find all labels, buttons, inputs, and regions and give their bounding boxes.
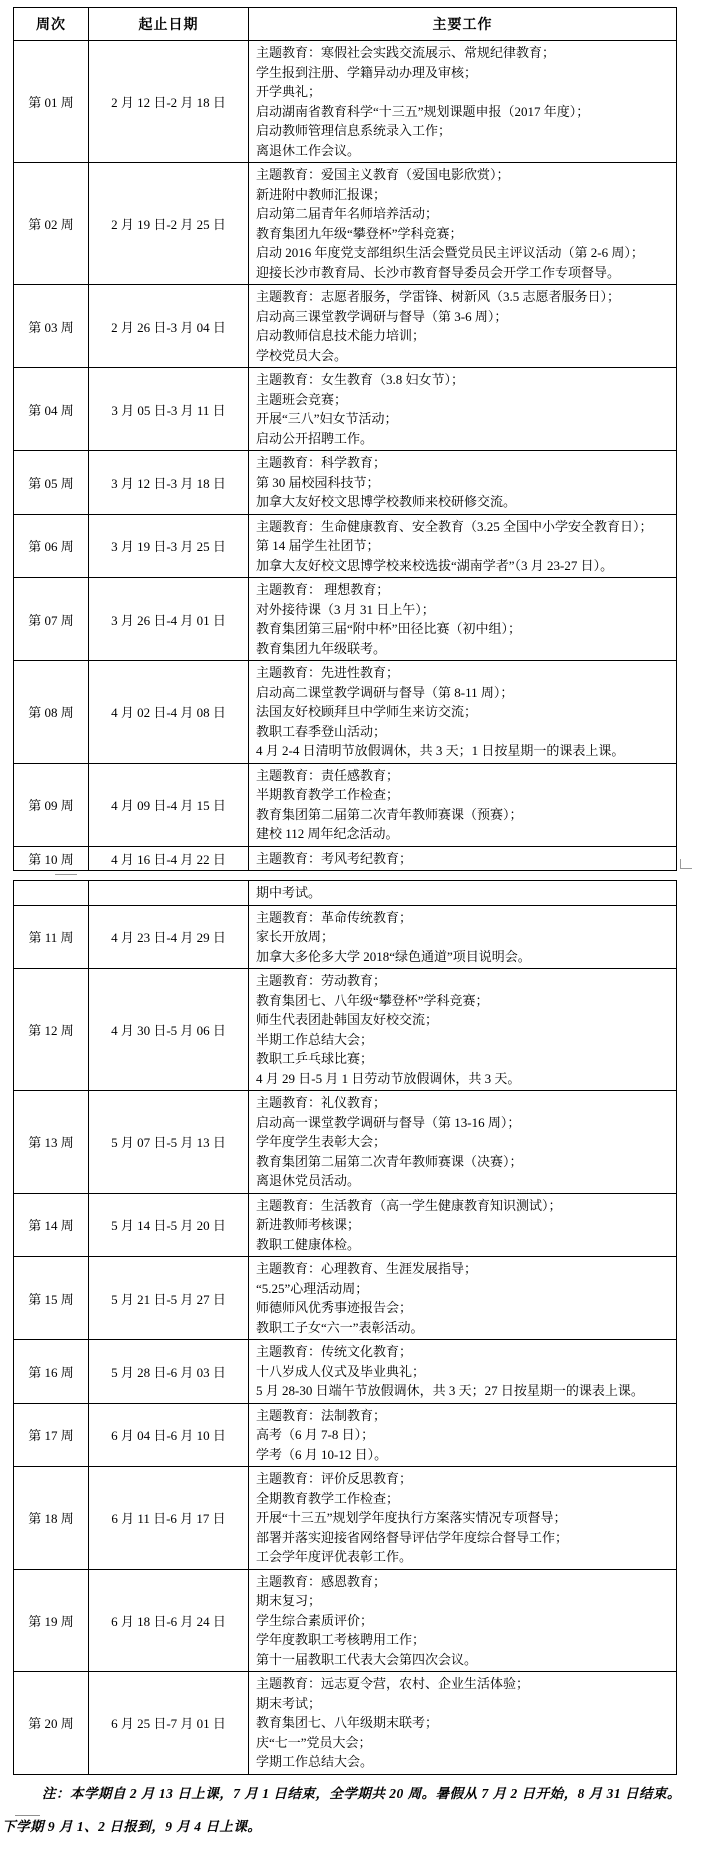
table-row xyxy=(14,514,677,578)
week-cell: 第 01 周 xyxy=(14,41,89,163)
task-line: 启动教师信息技术能力培训； xyxy=(256,328,426,343)
week-cell: 第 10 周 xyxy=(14,846,89,871)
task-line: 主题教育：先进性教育； xyxy=(256,665,400,680)
table-row xyxy=(14,41,677,163)
work-cell xyxy=(249,451,677,515)
task-line: 建校 112 周年纪念活动。 xyxy=(256,826,399,841)
week-cell: 第 09 周 xyxy=(14,763,89,846)
task-line: 教职工子女“六一”表彰活动。 xyxy=(256,1319,424,1335)
task-line: 启动高一课堂教学调研与督导（第 13-16 周）； xyxy=(256,1114,521,1130)
table-row xyxy=(14,661,677,764)
date-cell: 6 月 25 日-7 月 01 日 xyxy=(89,1672,249,1775)
schedule-table-part1 xyxy=(13,7,677,871)
week-cell: 第 07 周 xyxy=(14,578,89,661)
task-line: 主题教育：考风考纪教育； xyxy=(256,850,413,866)
date-cell: 2 月 19 日-2 月 25 日 xyxy=(89,163,249,285)
table-row xyxy=(14,846,677,871)
date-cell: 2 月 26 日-3 月 04 日 xyxy=(89,285,249,368)
date-cell: 5 月 21 日-5 月 27 日 xyxy=(89,1257,249,1340)
week-cell: 第 11 周 xyxy=(14,905,89,969)
work-cell xyxy=(249,1091,677,1194)
date-cell: 3 月 19 日-3 月 25 日 xyxy=(89,514,249,578)
date-cell: 6 月 04 日-6 月 10 日 xyxy=(89,1403,249,1467)
table-row xyxy=(14,1403,677,1467)
task-line: 教育集团九年级“攀登杯”学科竞赛； xyxy=(256,225,463,241)
task-line: 学考（6 月 10-12 日）。 xyxy=(256,1446,388,1462)
task-line: 学生综合素质评价； xyxy=(256,1612,374,1628)
task-line: 学期工作总结大会。 xyxy=(256,1754,374,1769)
work-cell xyxy=(249,1467,677,1570)
task-line: 开展“三八”妇女节活动； xyxy=(256,411,398,426)
week-cell: 第 02 周 xyxy=(14,163,89,285)
page-break-artifact-left xyxy=(55,874,77,875)
task-line: 主题教育：心理教育、生涯发展指导； xyxy=(256,1261,478,1276)
task-line: 主题教育：法制教育； xyxy=(256,1407,387,1423)
week-cell: 第 08 周 xyxy=(14,661,89,764)
week-cell: 第 14 周 xyxy=(14,1193,89,1257)
date-cell xyxy=(89,881,249,906)
task-line: 学校党员大会。 xyxy=(256,347,348,363)
task-line: 主题教育：科学教育； xyxy=(256,455,387,470)
table-row xyxy=(14,1467,677,1570)
task-line: 主题教育：感恩教育； xyxy=(256,1573,387,1589)
task-line: 全期教育教学工作检查； xyxy=(256,1490,400,1506)
task-line: 启动 2016 年度党支部组织生活会暨党员民主评议活动（第 2-6 周）； xyxy=(256,245,644,260)
task-line: “5.25”心理活动周； xyxy=(256,1280,369,1296)
week-cell: 第 04 周 xyxy=(14,368,89,451)
work-cell xyxy=(249,1193,677,1257)
table-row xyxy=(14,905,677,969)
task-line: 主题教育：爱国主义教育（爱国电影欣赏）； xyxy=(256,167,510,182)
table-row xyxy=(14,881,677,906)
task-line: 期末复习； xyxy=(256,1593,322,1608)
task-line: 启动湖南省教育科学“十三五”规划课题申报（2017 年度）； xyxy=(256,103,590,119)
task-line: 启动高三课堂教学调研与督导（第 3-6 周）； xyxy=(256,308,508,324)
task-line: 加拿大多伦多大学 2018“绿色通道”项目说明会。 xyxy=(256,948,531,964)
task-line: 高考（6 月 7-8 日）； xyxy=(256,1427,375,1442)
header-week: 周次 xyxy=(14,8,89,41)
task-line: 主题教育：女生教育（3.8 妇女节）； xyxy=(256,372,465,387)
task-line: 工会学年度评优表彰工作。 xyxy=(256,1549,413,1564)
date-cell: 3 月 12 日-3 月 18 日 xyxy=(89,451,249,515)
task-line: 教职工春季登山活动； xyxy=(256,723,387,739)
table-row xyxy=(14,451,677,515)
work-cell xyxy=(249,1569,677,1672)
date-cell: 3 月 05 日-3 月 11 日 xyxy=(89,368,249,451)
table-row xyxy=(14,1193,677,1257)
task-line: 学年度教职工考核聘用工作； xyxy=(256,1632,426,1647)
task-line: 教育集团七、八年级期末联考； xyxy=(256,1715,439,1730)
table-row xyxy=(14,1257,677,1340)
task-line: 教育集团第二届第二次青年教师赛课（决赛）； xyxy=(256,1153,523,1169)
task-line: 4 月 2-4 日清明节放假调休，共 3 天；1 日按星期一的课表上课。 xyxy=(256,743,625,758)
task-line: 启动第二届青年名师培养活动； xyxy=(256,206,439,221)
task-line: 对外接待课（3 月 31 日上午）； xyxy=(256,601,435,617)
task-line: 开展“十三五”规划学年度执行方案落实情况专项督导； xyxy=(256,1510,567,1525)
work-cell xyxy=(249,763,677,846)
week-cell: 第 19 周 xyxy=(14,1569,89,1672)
task-line: 5 月 28-30 日端午节放假调休，共 3 天；27 日按星期一的课表上课。 xyxy=(256,1383,644,1398)
date-cell: 5 月 07 日-5 月 13 日 xyxy=(89,1091,249,1194)
table-row xyxy=(14,368,677,451)
schedule-table-part2 xyxy=(13,880,677,1775)
task-line: 第 14 届学生社团节； xyxy=(256,538,380,553)
task-line: 教育集团第二届第二次青年教师赛课（预赛）； xyxy=(256,806,523,822)
table-row xyxy=(14,285,677,368)
task-line: 主题教育：寒假社会实践交流展示、常规纪律教育； xyxy=(256,45,556,60)
date-cell: 4 月 09 日-4 月 15 日 xyxy=(89,763,249,846)
date-cell: 4 月 02 日-4 月 08 日 xyxy=(89,661,249,764)
footer-notes xyxy=(0,1784,701,1837)
task-line: 主题教育：生活教育（高一学生健康教育知识测试）； xyxy=(256,1197,562,1213)
date-cell: 6 月 11 日-6 月 17 日 xyxy=(89,1467,249,1570)
date-cell: 4 月 23 日-4 月 29 日 xyxy=(89,905,249,969)
task-line: 第十一届教职工代表大会第四次会议。 xyxy=(256,1651,478,1667)
task-line: 学生报到注册、学籍异动办理及审核； xyxy=(256,64,478,80)
work-cell xyxy=(249,163,677,285)
note-line-2: 下学期 9 月 1、2 日报到，9 月 4 日上课。 xyxy=(2,1818,262,1834)
task-line: 开学典礼； xyxy=(256,84,322,99)
week-cell: 第 12 周 xyxy=(14,969,89,1091)
task-line: 教职工健康体检。 xyxy=(256,1236,361,1252)
task-line: 第 30 届校园科技节； xyxy=(256,474,380,490)
task-line: 教育集团第三届“附中杯”田径比赛（初中组）； xyxy=(256,621,522,636)
task-line: 主题教育：生命健康教育、安全教育（3.25 全国中小学安全教育日）； xyxy=(256,518,653,534)
task-line: 学年度学生表彰大会； xyxy=(256,1134,387,1149)
task-line: 启动高二课堂教学调研与督导（第 8-11 周）； xyxy=(256,684,514,700)
work-cell xyxy=(249,881,677,906)
week-cell: 第 05 周 xyxy=(14,451,89,515)
task-line: 半期教育教学工作检查； xyxy=(256,787,400,802)
task-line: 加拿大友好校文思博学校来校选拔“湖南学者”（3 月 23-27 日）。 xyxy=(256,557,614,573)
table-row xyxy=(14,1340,677,1404)
table-row xyxy=(14,763,677,846)
week-cell: 第 13 周 xyxy=(14,1091,89,1194)
task-line: 教育集团七、八年级“攀登杯”学科竞赛； xyxy=(256,992,489,1008)
work-cell xyxy=(249,368,677,451)
week-cell: 第 06 周 xyxy=(14,514,89,578)
work-cell xyxy=(249,1257,677,1340)
task-line: 主题教育：传统文化教育； xyxy=(256,1344,413,1359)
header-work: 主要工作 xyxy=(249,8,677,41)
work-cell xyxy=(249,661,677,764)
page-break-artifact-right xyxy=(680,859,692,869)
task-line: 启动教师管理信息系统录入工作； xyxy=(256,123,452,138)
task-line: 主题教育：志愿者服务，学雷锋、树新风（3.5 志愿者服务日）； xyxy=(256,289,621,304)
task-line: 加拿大友好校文思博学校教师来校研修交流。 xyxy=(256,494,517,509)
work-cell xyxy=(249,285,677,368)
task-line: 迎接长沙市教育局、长沙市教育督导委员会开学工作专项督导。 xyxy=(256,264,621,280)
date-cell: 5 月 28 日-6 月 03 日 xyxy=(89,1340,249,1404)
table-row xyxy=(14,1569,677,1672)
task-line: 新进教师考核课； xyxy=(256,1217,361,1232)
week-cell: 第 03 周 xyxy=(14,285,89,368)
task-line: 主题教育：革命传统教育； xyxy=(256,909,413,925)
task-line: 半期工作总结大会； xyxy=(256,1031,374,1047)
work-cell xyxy=(249,1340,677,1404)
task-line: 4 月 29 日-5 月 1 日劳动节放假调休，共 3 天。 xyxy=(256,1070,521,1086)
task-line: 教职工乒乓球比赛； xyxy=(256,1051,374,1066)
task-line: 教育集团九年级联考。 xyxy=(256,640,387,656)
note-artifact-overline xyxy=(15,1815,40,1816)
task-line: 庆“七一”党员大会； xyxy=(256,1734,372,1750)
week-cell xyxy=(14,881,89,906)
week-cell: 第 18 周 xyxy=(14,1467,89,1570)
date-cell: 4 月 16 日-4 月 22 日 xyxy=(89,846,249,871)
work-cell xyxy=(249,1672,677,1775)
task-line: 启动公开招聘工作。 xyxy=(256,430,374,446)
work-cell xyxy=(249,41,677,163)
date-cell: 3 月 26 日-4 月 01 日 xyxy=(89,578,249,661)
date-cell: 5 月 14 日-5 月 20 日 xyxy=(89,1193,249,1257)
task-line: 主题教育：评价反思教育； xyxy=(256,1471,413,1486)
week-cell: 第 17 周 xyxy=(14,1403,89,1467)
work-cell xyxy=(249,846,677,871)
task-line: 新进附中教师汇报课； xyxy=(256,186,387,202)
task-line: 主题教育：责任感教育； xyxy=(256,767,400,783)
task-line: 主题教育：礼仪教育； xyxy=(256,1095,387,1110)
task-line: 期末考试； xyxy=(256,1695,322,1711)
task-line: 主题教育：劳动教育； xyxy=(256,973,387,988)
page-break-gap xyxy=(13,871,676,880)
task-line: 主题班会竞赛； xyxy=(256,391,348,407)
table-row xyxy=(14,578,677,661)
date-cell: 6 月 18 日-6 月 24 日 xyxy=(89,1569,249,1672)
work-cell xyxy=(249,969,677,1091)
work-cell xyxy=(249,514,677,578)
task-line: 期中考试。 xyxy=(256,885,322,900)
header-dates: 起止日期 xyxy=(89,8,249,41)
date-cell: 4 月 30 日-5 月 06 日 xyxy=(89,969,249,1091)
task-line: 主题教育： 理想教育； xyxy=(256,582,390,597)
task-line: 师德师风优秀事迹报告会； xyxy=(256,1300,413,1315)
table-row xyxy=(14,163,677,285)
table-row xyxy=(14,1091,677,1194)
work-cell xyxy=(249,905,677,969)
task-line: 主题教育：远志夏令营，农村、企业生活体验； xyxy=(256,1676,530,1691)
task-line: 部署并落实迎接省网络督导评估学年度综合督导工作； xyxy=(256,1529,569,1545)
work-cell xyxy=(249,578,677,661)
task-line: 十八岁成人仪式及毕业典礼； xyxy=(256,1363,426,1379)
task-line: 离退休党员活动。 xyxy=(256,1173,361,1188)
task-line: 法国友好校顾拜旦中学师生来访交流； xyxy=(256,704,478,719)
table-row xyxy=(14,1672,677,1775)
task-line: 离退休工作会议。 xyxy=(256,142,361,158)
date-cell: 2 月 12 日-2 月 18 日 xyxy=(89,41,249,163)
week-cell: 第 16 周 xyxy=(14,1340,89,1404)
week-cell: 第 15 周 xyxy=(14,1257,89,1340)
work-cell xyxy=(249,1403,677,1467)
task-line: 家长开放周； xyxy=(256,929,335,944)
task-line: 师生代表团赴韩国友好校交流； xyxy=(256,1012,439,1027)
header-row xyxy=(14,8,677,41)
table-row xyxy=(14,969,677,1091)
note-line-1: 注：本学期自 2 月 13 日上课，7 月 1 日结束，全学期共 20 周。暑假从 7 月 2 日开始，8 月 31 日结束。 xyxy=(42,1785,681,1801)
week-cell: 第 20 周 xyxy=(14,1672,89,1775)
